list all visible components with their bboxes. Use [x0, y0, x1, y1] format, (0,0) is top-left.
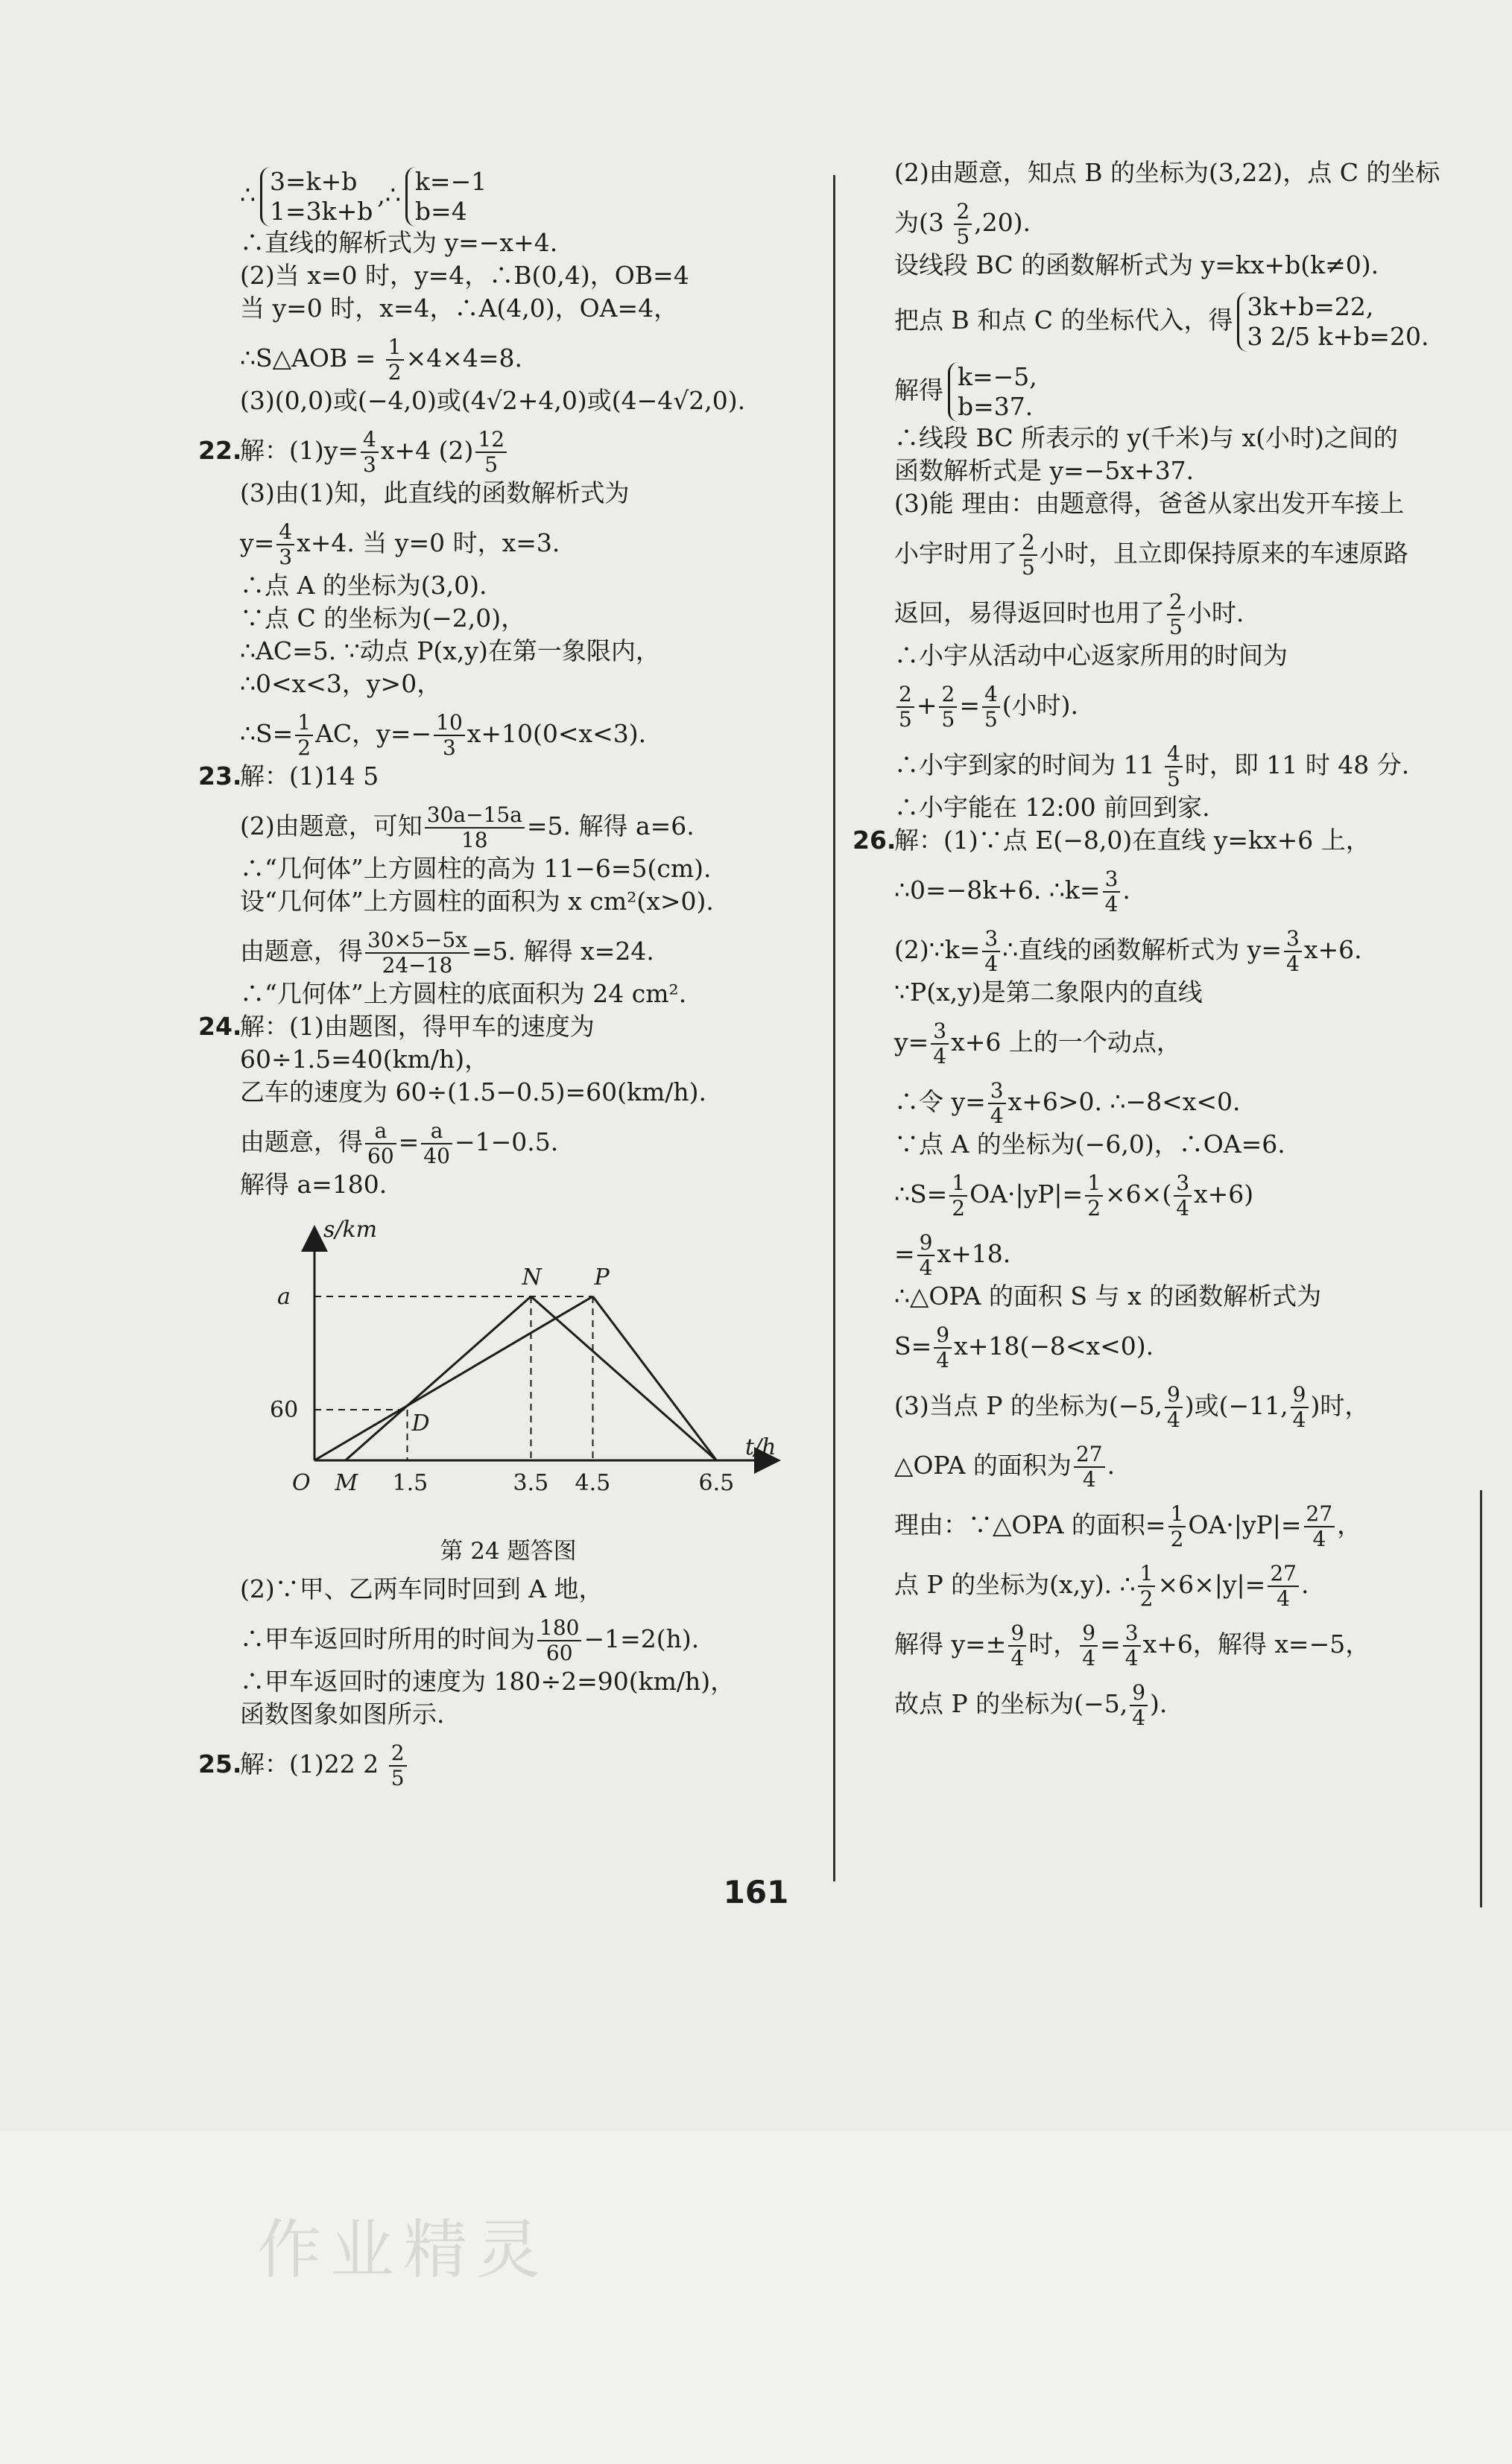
solution-line: 当 y=0 时，x=4，∴A(4,0)，OA=4， — [240, 294, 679, 323]
numerator: 3 — [982, 927, 1000, 952]
numerator: 3 — [1174, 1171, 1192, 1197]
denominator: 4 — [1286, 951, 1300, 976]
denominator: 5 — [899, 707, 912, 732]
denominator: 2 — [388, 360, 402, 384]
graph-svg — [255, 1214, 791, 1527]
solution-line: 理由：∵△OPA 的面积= $\frac{1}{2}$ OA·|yP|= $\frac{27}{4}$ ， — [894, 1501, 1362, 1551]
left-column-text-b — [198, 1573, 851, 1790]
solution-line: ∴线段 BC 所表示的 y(千米)与 x(小时)之间的 — [894, 423, 1398, 452]
solution-line: 设“几何体”上方圆柱的面积为 x cm²(x>0). — [240, 887, 714, 916]
denominator: 4 — [1082, 1467, 1096, 1492]
page-number: 161 — [723, 1874, 789, 1910]
fraction — [896, 682, 914, 732]
denominator: 4 — [1277, 1586, 1291, 1611]
fraction — [931, 1019, 949, 1068]
denominator: 5 — [390, 1766, 405, 1790]
solution-line: $\frac{2}{5}$ + $\frac{2}{5}$ = $\frac{4}{5}$ (小时). — [894, 682, 1475, 732]
system-row: 3 2/5 k+b=20. — [1247, 322, 1429, 351]
solution-line: (2)∵k= $\frac{3}{4}$ ∴直线的函数解析式为 y= $\frac{3}{4}$ x+6. — [894, 926, 1362, 976]
numerator: 4 — [982, 682, 1000, 708]
numerator: 3 — [1123, 1621, 1141, 1647]
denominator: 4 — [1104, 892, 1119, 916]
car-yi-return — [531, 1296, 717, 1460]
solution-line: 23.解：(1)14 5 — [240, 760, 851, 793]
fraction — [1174, 1171, 1192, 1220]
fraction — [1291, 1383, 1309, 1432]
solution-line: y= $\frac{4}{3}$ x+4. 当 y=0 时，x=3. — [240, 519, 560, 569]
solution-line: ∴直线的解析式为 y=−x+4. — [240, 228, 558, 257]
numerator: 9 — [1008, 1621, 1026, 1647]
denominator: 4 — [1124, 1646, 1139, 1670]
solution-line: (2)由题意，可知 $\frac{30a-15a}{18}$ =5. 解得 a=6. — [240, 802, 695, 852]
denominator: 4 — [1176, 1196, 1190, 1220]
solution-line: (2)∵甲、乙两车同时回到 A 地， — [240, 1574, 604, 1603]
fraction — [939, 682, 957, 732]
numerator: 9 — [934, 1323, 952, 1349]
fraction — [1074, 1442, 1105, 1492]
point-N: N — [522, 1264, 542, 1290]
denominator: 5 — [984, 707, 998, 732]
y-tick-a: a — [277, 1284, 291, 1310]
solution-line: ∴令 y= $\frac{3}{4}$ x+6>0. ∴−8<x<0. — [894, 1078, 1241, 1128]
numerator: 180 — [537, 1616, 581, 1641]
numerator: a — [421, 1119, 452, 1144]
denominator: 4 — [1082, 1646, 1096, 1670]
numerator: 4 — [1165, 742, 1183, 767]
numerator: 3 — [931, 1019, 949, 1045]
solution-line: ∴小宇从活动中心返家所用的时间为 — [894, 641, 1288, 670]
denominator: 4 — [1166, 1407, 1180, 1432]
solution-line: △OPA 的面积为 $\frac{27}{4}$ . — [894, 1442, 1116, 1492]
x-tick-3.5: 3.5 — [513, 1470, 549, 1496]
fraction — [1165, 742, 1183, 791]
y-axis-unit: s/km — [323, 1217, 378, 1243]
solution-line: (2)当 x=0 时，y=4，∴B(0,4)，OB=4 — [240, 261, 689, 290]
point-O: O — [292, 1470, 311, 1496]
y-tick-60: 60 — [270, 1397, 299, 1423]
fraction — [425, 803, 525, 852]
solution-line: 由题意，得 $\frac{a}{60}$ = $\frac{a}{40}$ −1−0.5. — [240, 1118, 559, 1168]
numerator: 3 — [988, 1079, 1006, 1104]
numerator: 1 — [1085, 1171, 1103, 1197]
question-number: 23. — [198, 761, 242, 791]
solution-line: 为(3 $\frac{2}{5}$ ,20). — [894, 199, 1031, 249]
fraction — [988, 1079, 1006, 1128]
solution-line: ∴S△AOB = $\frac{1}{2}$ ×4×4=8. — [240, 335, 523, 384]
car-yi-outbound — [346, 1296, 531, 1460]
denominator: 60 — [545, 1641, 573, 1665]
left-column-text-a — [198, 167, 851, 1201]
fraction — [1123, 1621, 1141, 1670]
solution-line: 由题意，得 $\frac{30\times 5-5x}{24-18}$ =5. 解得 x=24. — [240, 928, 654, 978]
point-D: D — [411, 1410, 430, 1437]
fraction — [1284, 927, 1302, 976]
fraction — [982, 682, 1000, 732]
solution-line: S= $\frac{9}{4}$ x+18(−8<x<0). — [894, 1323, 1154, 1372]
solution-line: = $\frac{9}{4}$ x+18. — [894, 1230, 1011, 1280]
solution-line: ∴“几何体”上方圆柱的底面积为 24 cm². — [240, 979, 687, 1008]
solution-line: 26.解：(1)∵点 E(−8,0)在直线 y=kx+6 上， — [894, 824, 1475, 857]
denominator: 5 — [956, 224, 970, 249]
equation-system — [948, 362, 1037, 422]
fraction — [421, 1119, 452, 1168]
solution-line: 返回，易得返回时也用了 $\frac{2}{5}$ 小时. — [894, 589, 1244, 639]
numerator: 9 — [1165, 1383, 1183, 1408]
solution-line: (3)当点 P 的坐标为(−5, $\frac{9}{4}$ )或(−11, $\frac{9}{4}$ )时， — [894, 1382, 1370, 1432]
solution-line: 把点 B 和点 C 的坐标代入，得 3k+b=22, 3 2/5 k+b=20. — [894, 292, 1429, 351]
numerator: 1 — [386, 335, 404, 361]
system-row: k=−5, — [958, 362, 1037, 391]
equation-system — [1237, 292, 1429, 352]
solution-line: (2)由题意，知点 B 的坐标为(3,22)，点 C 的坐标 — [894, 158, 1440, 187]
solution-line: 60÷1.5=40(km/h)， — [240, 1045, 490, 1074]
question-number: 26. — [853, 826, 896, 855]
denominator: 5 — [484, 452, 499, 477]
system-row: b=4 — [414, 197, 467, 226]
numerator: 4 — [361, 428, 379, 453]
fraction — [434, 711, 465, 760]
fraction — [1019, 531, 1037, 580]
denominator: 18 — [461, 828, 488, 852]
solution-line: ∵点 C 的坐标为(−2,0)， — [240, 604, 526, 633]
solution-line: 小宇时用了 $\frac{2}{5}$ 小时，且立即保持原来的车速原路 — [894, 530, 1408, 580]
fraction — [365, 928, 469, 978]
question-number: 22. — [198, 436, 242, 465]
denominator: 40 — [423, 1144, 450, 1168]
solution-line: ∴AC=5. ∵动点 P(x,y)在第一象限内， — [240, 636, 660, 665]
right-edge-rule — [1480, 1490, 1482, 1907]
denominator: 3 — [279, 545, 293, 569]
denominator: 4 — [1312, 1527, 1326, 1551]
car-jia-return — [593, 1296, 717, 1460]
numerator: 4 — [276, 520, 294, 545]
denominator: 2 — [1170, 1527, 1184, 1551]
denominator: 2 — [952, 1196, 966, 1220]
solution-line: 22.解：(1)y= $\frac{4}{3}$ x+4 (2) $\frac{12}{5}$ — [240, 428, 851, 477]
distance-time-graph — [255, 1214, 791, 1527]
solution-line: ∴S= $\frac{1}{2}$ OA·|yP|= $\frac{1}{2}$ ×6×( $\frac{3}{4}$ x+6) — [894, 1171, 1254, 1220]
solution-line: 解得 k=−5, b=37. — [894, 362, 1037, 421]
fraction — [361, 428, 379, 477]
page-lower-margin — [0, 2131, 1512, 2464]
system-row: k=−1 — [414, 167, 487, 196]
solution-line: (3)能 理由：由题意得，爸爸从家出发开车接上 — [894, 489, 1405, 518]
solution-line: ∴小宇到家的时间为 11 $\frac{4}{5}$ 时，即 11 时 48 分. — [894, 741, 1410, 791]
numerator: 2 — [1019, 531, 1037, 556]
fraction — [1130, 1681, 1148, 1730]
right-column-text — [853, 156, 1475, 1730]
numerator: 27 — [1304, 1502, 1335, 1527]
fraction — [1168, 1502, 1186, 1551]
numerator: 1 — [949, 1171, 967, 1197]
fraction — [1268, 1562, 1299, 1611]
numerator: 27 — [1268, 1562, 1299, 1587]
numerator: 12 — [475, 428, 507, 453]
numerator: 2 — [896, 682, 914, 708]
point-M: M — [335, 1470, 358, 1496]
numerator: 2 — [1167, 590, 1185, 615]
numerator: 3 — [1284, 927, 1302, 952]
fraction — [1304, 1502, 1335, 1551]
right-column — [853, 156, 1475, 1730]
solution-line: 故点 P 的坐标为(−5, $\frac{9}{4}$ ). — [894, 1680, 1168, 1730]
solution-line: 函数图象如图所示. — [240, 1700, 445, 1729]
numerator: 1 — [295, 711, 313, 736]
solution-line: 解得 a=180. — [240, 1170, 388, 1199]
point-P: P — [594, 1264, 610, 1290]
fraction — [1085, 1171, 1103, 1220]
denominator: 4 — [984, 951, 999, 976]
denominator: 4 — [1292, 1407, 1306, 1432]
fraction — [295, 711, 313, 760]
solution-line: 24.解：(1)由题图，得甲车的速度为 — [240, 1010, 851, 1043]
denominator: 5 — [1166, 767, 1180, 791]
fraction — [389, 1741, 407, 1790]
fraction — [917, 1231, 935, 1280]
denominator: 5 — [941, 707, 955, 732]
denominator: 2 — [1087, 1196, 1101, 1220]
denominator: 24−18 — [382, 953, 453, 978]
solution-line: (3)由(1)知，此直线的函数解析式为 — [240, 478, 630, 507]
fraction — [1103, 867, 1121, 916]
numerator: 1 — [1168, 1502, 1186, 1527]
x-axis-unit: t/h — [745, 1434, 776, 1460]
system-row: 1=3k+b — [270, 197, 373, 226]
numerator: 2 — [939, 682, 957, 708]
denominator: 4 — [919, 1255, 933, 1280]
fraction — [276, 520, 294, 569]
solution-line: ∴0<x<3，y>0， — [240, 669, 442, 698]
fraction — [365, 1119, 396, 1168]
fraction — [1167, 590, 1185, 639]
denominator: 4 — [936, 1348, 950, 1372]
solution-line: 解得 y=± $\frac{9}{4}$ 时， $\frac{9}{4}$ = $\frac{3}{4}$ x+6，解得 x=−5， — [894, 1621, 1370, 1670]
x-tick-4.5: 4.5 — [575, 1470, 611, 1496]
numerator: 3 — [1103, 867, 1121, 893]
solution-line: ∴△OPA 的面积 S 与 x 的函数解析式为 — [894, 1282, 1322, 1311]
solution-line: ∵P(x,y)是第二象限内的直线 — [894, 978, 1203, 1007]
solution-line: ∴ 3=k+b 1=3k+b ,∴ k=−1 b=4 — [240, 167, 487, 226]
x-tick-6.5: 6.5 — [698, 1470, 735, 1496]
denominator: 3 — [363, 452, 376, 477]
watermark: 作业精灵 — [257, 2213, 549, 2287]
system-row: 3k+b=22, — [1247, 292, 1374, 321]
x-tick-1.5: 1.5 — [392, 1470, 428, 1496]
solution-line: ∴点 A 的坐标为(3,0). — [240, 571, 487, 600]
solution-line: 25.解：(1)22 2 $\frac{2}{5}$ — [240, 1741, 851, 1790]
numerator: 1 — [1138, 1562, 1156, 1587]
denominator: 4 — [1132, 1706, 1146, 1730]
denominator: 2 — [1139, 1586, 1154, 1611]
numerator: 2 — [954, 200, 972, 225]
fraction — [934, 1323, 952, 1372]
solution-line: ∵点 A 的坐标为(−6,0)，∴OA=6. — [894, 1130, 1285, 1159]
fraction — [386, 335, 404, 384]
solution-line: ∴0=−8k+6. ∴k= $\frac{3}{4}$ . — [894, 867, 1130, 916]
solution-line: ∴“几何体”上方圆柱的高为 11−6=5(cm). — [240, 854, 712, 883]
numerator: 10 — [434, 711, 465, 736]
solution-line: (3)(0,0)或(−4,0)或(4√2+4,0)或(4−4√2,0). — [240, 386, 746, 415]
question-number: 25. — [198, 1749, 242, 1779]
denominator: 4 — [1010, 1646, 1025, 1670]
numerator: 2 — [389, 1741, 407, 1767]
solution-line: 设线段 BC 的函数解析式为 y=kx+b(k≠0). — [894, 250, 1379, 279]
solution-line: 乙车的速度为 60÷(1.5−0.5)=60(km/h). — [240, 1077, 707, 1106]
fraction — [537, 1616, 581, 1665]
numerator: 30a−15a — [425, 803, 525, 829]
solution-line: y= $\frac{3}{4}$ x+6 上的一个动点， — [894, 1019, 1181, 1068]
fraction — [982, 927, 1000, 976]
numerator: 9 — [1080, 1621, 1098, 1647]
solution-line: ∴S= $\frac{1}{2}$ AC，y=− $\frac{10}{3}$ x+10(0<x<3). — [240, 710, 647, 760]
numerator: 9 — [917, 1231, 935, 1256]
denominator: 2 — [297, 735, 311, 760]
solution-line: ∴小宇能在 12:00 前回到家. — [894, 793, 1210, 822]
denominator: 4 — [990, 1103, 1004, 1128]
denominator: 3 — [443, 735, 456, 760]
numerator: 27 — [1074, 1442, 1105, 1468]
fraction — [1165, 1383, 1183, 1432]
equation-system — [405, 167, 487, 227]
fraction — [1138, 1562, 1156, 1611]
numerator: a — [365, 1119, 396, 1144]
solution-line: ∴甲车返回时的速度为 180÷2=90(km/h)， — [240, 1667, 736, 1696]
denominator: 5 — [1022, 555, 1035, 580]
solution-line: 函数解析式是 y=−5x+37. — [894, 456, 1195, 485]
denominator: 60 — [367, 1144, 394, 1168]
question-number: 24. — [198, 1012, 242, 1041]
solution-line: ∴甲车返回时所用的时间为 $\frac{180}{60}$ −1=2(h). — [240, 1615, 700, 1665]
denominator: 5 — [1169, 615, 1183, 639]
solution-line: 点 P 的坐标为(x,y). ∴ $\frac{1}{2}$ ×6×|y|= $\frac{27}{4}$ . — [894, 1561, 1309, 1611]
numerator: 9 — [1291, 1383, 1309, 1408]
system-row: b=37. — [958, 392, 1034, 421]
fraction — [949, 1171, 967, 1220]
fraction — [475, 428, 507, 477]
left-column — [198, 156, 851, 1790]
fraction — [1080, 1621, 1098, 1670]
car-jia-outbound — [314, 1296, 593, 1460]
denominator: 4 — [933, 1044, 947, 1068]
fraction — [954, 200, 972, 249]
graph-caption: 第 24 题答图 — [440, 1538, 577, 1565]
numerator: 9 — [1130, 1681, 1148, 1706]
system-row: 3=k+b — [270, 167, 358, 196]
numerator: 30×5−5x — [365, 928, 469, 954]
equation-system — [260, 167, 373, 227]
fraction — [1008, 1621, 1026, 1670]
